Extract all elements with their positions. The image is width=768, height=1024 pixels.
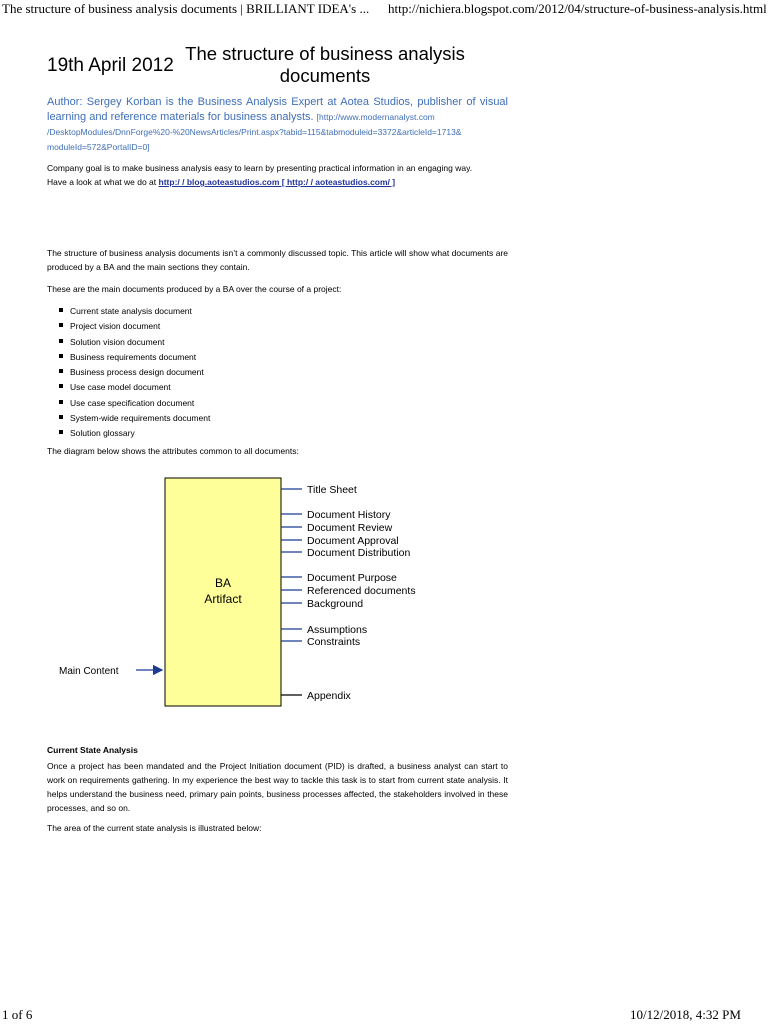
author-line: Author: Sergey Korban is the Business Analysis Expert at Aotea Studios, publisher of visual learning and reference materials for business analysts.	[47, 96, 508, 123]
main-content-label: Main Content	[59, 666, 119, 677]
attribute-label: Appendix	[307, 690, 351, 702]
document-list-item: Current state analysis document	[47, 304, 210, 319]
company-goal: Company goal is to make business analysis easy to learn by presenting practical information in an engaging way. Have a look at what we do at http:/ / blog.aoteastudios.com [ http:/ / aoteastudios.com/ ]	[47, 163, 473, 187]
attribute-label: Assumptions	[307, 624, 368, 636]
document-list-item: Business process design document	[47, 365, 210, 380]
attribute-label: Document Review	[307, 522, 393, 534]
attribute-label: Referenced documents	[307, 585, 416, 597]
intro-paragraph: The structure of business analysis documents isn’t a commonly discussed topic. This article will show what documents are produced by a BA and the main sections they contain.	[47, 248, 508, 272]
have-a-look-text: Have a look at what we do at	[47, 177, 157, 187]
attribute-label: Constraints	[307, 636, 361, 648]
print-header-url: http://nichiera.blogspot.com/2012/04/structure-of-business-analysis.html	[388, 1, 767, 16]
document-list-item: Use case specification document	[47, 396, 210, 411]
print-header-title: The structure of business analysis documents | BRILLIANT IDEA's ...	[2, 1, 370, 16]
document-list-item: Business requirements document	[47, 350, 210, 365]
list-intro: These are the main documents produced by a BA over the course of a project:	[47, 284, 342, 294]
attribute-label: Title Sheet	[307, 484, 357, 496]
attribute-label: Document Purpose	[307, 572, 397, 584]
post-date: 19th April 2012	[47, 55, 174, 76]
author-ref-path[interactable]: /DesktopModules/DnnForge%20-%20NewsArticles/Print.aspx?tabid=115&tabmoduleid=3372&articleId=1713&	[47, 127, 462, 137]
document-list-item: Solution glossary	[47, 426, 210, 441]
attribute-label: Document History	[307, 509, 391, 521]
current-state-area-text: The area of the current state analysis is illustrated below:	[47, 823, 262, 833]
attribute-label: Document Approval	[307, 535, 399, 547]
document-list-item: System-wide requirements document	[47, 411, 210, 426]
current-state-paragraph: Once a project has been mandated and the Project Initiation document (PID) is drafted, a business analyst can start to work on requirements gathering. In my experience the best way to tackle this task is to start from current state analysis. It helps understand the business need, primary pain points, business processes affected, the stakeholders involved in these processes, and so on.	[47, 761, 508, 813]
aotea-studios-link[interactable]: http:/ / blog.aoteastudios.com [ http:/ / aoteastudios.com/ ]	[158, 177, 396, 187]
current-state-heading: Current State Analysis	[47, 745, 138, 755]
document-list	[47, 304, 210, 442]
print-timestamp: 10/12/2018, 4:32 PM	[630, 1007, 741, 1022]
box-label-ba: BA	[214, 576, 232, 590]
author-block	[47, 95, 508, 155]
document-list-item: Project vision document	[47, 319, 210, 334]
post-title: The structure of business analysis documents	[185, 43, 465, 86]
document-list-item: Use case model document	[47, 380, 210, 395]
box-label-artifact: Artifact	[204, 592, 242, 606]
diagram-intro: The diagram below shows the attributes common to all documents:	[47, 446, 299, 456]
author-ref-url[interactable]: [http://www.modernanalyst.com	[316, 112, 435, 122]
ba-artifact-diagram	[0, 470, 768, 710]
attribute-label: Background	[307, 598, 364, 610]
author-ref-tail[interactable]: moduleId=572&PortalID=0]	[47, 142, 150, 152]
attribute-label: Document Distribution	[307, 547, 411, 559]
page-count: 1 of 6	[2, 1007, 33, 1022]
attribute-group	[281, 484, 416, 702]
document-list-item: Solution vision document	[47, 335, 210, 350]
